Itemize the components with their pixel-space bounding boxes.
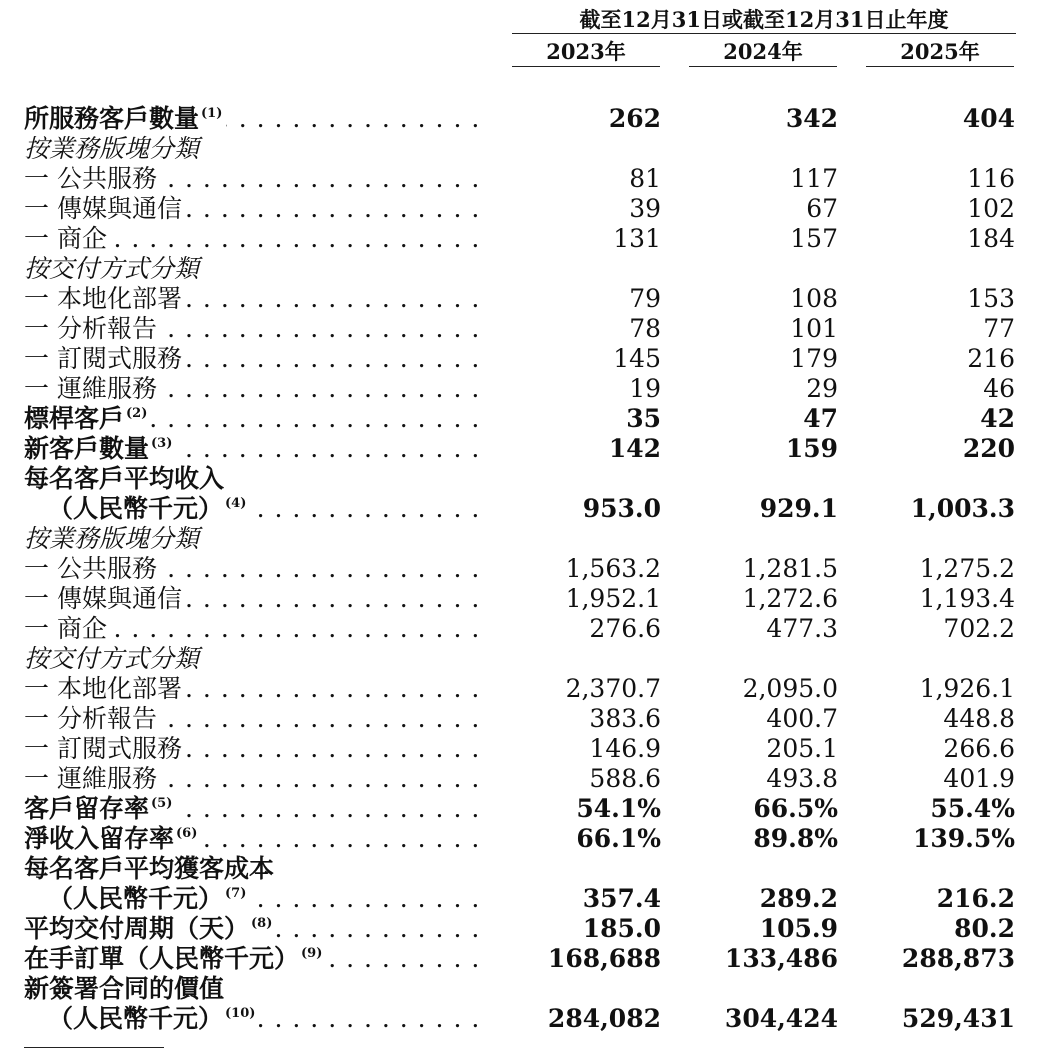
row-label-text: 一 訂閱式服務 — [24, 344, 182, 373]
footnote-marker: (1) — [201, 106, 223, 121]
row-label — [24, 794, 484, 824]
table-row — [0, 434, 1050, 464]
table-row — [0, 104, 1050, 134]
year-rule — [689, 66, 837, 67]
cell-value: 29 — [806, 374, 838, 403]
row-label-text: 按業務版塊分類 — [24, 524, 200, 553]
row-label-text: 一 傳媒與通信 — [24, 194, 182, 223]
cell-value: 79 — [629, 284, 661, 313]
row-label-text: 按交付方式分類 — [24, 254, 200, 283]
row-label — [24, 674, 484, 704]
row-label — [24, 224, 484, 254]
table-row — [0, 404, 1050, 434]
cell-value: 342 — [785, 104, 838, 133]
cell-value: 102 — [967, 194, 1015, 223]
cell-value: 157 — [790, 224, 838, 253]
row-label — [24, 344, 484, 374]
cell-value: 448.8 — [943, 704, 1015, 733]
table-row — [0, 944, 1050, 974]
row-label — [24, 884, 484, 914]
cell-value: 153 — [967, 284, 1015, 313]
footnote-marker: (7) — [225, 886, 247, 901]
cell-value: 131 — [613, 224, 661, 253]
cell-value: 220 — [962, 434, 1015, 463]
row-label-text: 新簽署合同的價值 — [24, 974, 225, 1003]
cell-value: 1,272.6 — [742, 584, 838, 613]
row-label — [24, 1004, 484, 1034]
cell-value: 105.9 — [759, 914, 838, 943]
row-label-text: 每名客戶平均獲客成本 — [24, 854, 275, 883]
row-label — [24, 314, 484, 344]
row-label — [24, 524, 484, 554]
cell-value: 304,424 — [724, 1004, 838, 1033]
cell-value: 139.5% — [912, 824, 1015, 853]
row-label-text: 新客戶數量 — [24, 434, 150, 463]
cell-value: 185.0 — [582, 914, 661, 943]
cell-value: 400.7 — [766, 704, 838, 733]
table-row — [0, 704, 1050, 734]
period-header: 截至12月31日或截至12月31日止年度 — [579, 7, 949, 32]
row-label-text: 一 運維服務 — [24, 374, 157, 403]
table-row — [0, 584, 1050, 614]
cell-value: 216.2 — [936, 884, 1015, 913]
cell-value: 1,193.4 — [919, 584, 1015, 613]
cell-value: 1,952.1 — [565, 584, 661, 613]
cell-value: 357.4 — [582, 884, 661, 913]
row-label-text: 一 商企 — [24, 224, 107, 253]
row-label-text: 一 商企 — [24, 614, 107, 643]
cell-value: 266.6 — [943, 734, 1015, 763]
cell-value: 493.8 — [766, 764, 838, 793]
table-row — [0, 314, 1050, 344]
cell-value: 54.1% — [576, 794, 661, 823]
footnote-marker: (5) — [151, 796, 173, 811]
cell-value: 1,003.3 — [910, 494, 1015, 523]
footnote-marker: (10) — [225, 1006, 256, 1021]
row-label — [24, 164, 484, 194]
row-label-text: 一 公共服務 — [24, 164, 157, 193]
cell-value: 101 — [790, 314, 838, 343]
cell-value: 55.4% — [930, 794, 1015, 823]
row-label-text: 所服務客戶數量 — [24, 104, 200, 133]
cell-value: 66.1% — [576, 824, 661, 853]
cell-value: 953.0 — [582, 494, 661, 523]
row-label-text: 按業務版塊分類 — [24, 134, 200, 163]
row-label — [24, 374, 484, 404]
cell-value: 477.3 — [766, 614, 838, 643]
table-row — [0, 1004, 1050, 1034]
row-label-text: （人民幣千元） — [48, 494, 224, 523]
cell-value: 588.6 — [589, 764, 661, 793]
cell-value: 146.9 — [589, 734, 661, 763]
row-label — [24, 404, 484, 434]
row-label — [24, 194, 484, 224]
row-label — [24, 554, 484, 584]
row-label — [24, 734, 484, 764]
cell-value: 47 — [803, 404, 838, 433]
table-row — [0, 134, 1050, 164]
row-label — [24, 584, 484, 614]
cell-value: 39 — [629, 194, 661, 223]
cell-value: 46 — [983, 374, 1015, 403]
cell-value: 19 — [629, 374, 661, 403]
row-label — [24, 434, 484, 464]
row-label-text: 一 訂閱式服務 — [24, 734, 182, 763]
table-row — [0, 884, 1050, 914]
table-row — [0, 554, 1050, 584]
table-row — [0, 824, 1050, 854]
cell-value: 142 — [608, 434, 661, 463]
cell-value: 1,563.2 — [565, 554, 661, 583]
row-label-text: 一 分析報告 — [24, 314, 157, 343]
row-label-text: 一 分析報告 — [24, 704, 157, 733]
cell-value: 289.2 — [759, 884, 838, 913]
year-rule — [512, 66, 660, 67]
row-label-text: 一 運維服務 — [24, 764, 157, 793]
row-label-text: 平均交付周期（天） — [24, 914, 250, 943]
cell-value: 383.6 — [589, 704, 661, 733]
table-row — [0, 224, 1050, 254]
table-row — [0, 764, 1050, 794]
cell-value: 179 — [790, 344, 838, 373]
table-row — [0, 854, 1050, 884]
cell-value: 42 — [980, 404, 1015, 433]
table-row — [0, 644, 1050, 674]
row-label-text: 一 傳媒與通信 — [24, 584, 182, 613]
table-row — [0, 464, 1050, 494]
cell-value: 1,926.1 — [919, 674, 1015, 703]
cell-value: 205.1 — [766, 734, 838, 763]
cell-value: 81 — [629, 164, 661, 193]
cell-value: 159 — [785, 434, 838, 463]
year-header-2023: 2023年 — [546, 39, 626, 64]
cell-value: 288,873 — [901, 944, 1015, 973]
row-label-text: 客戶留存率 — [24, 794, 150, 823]
year-header-2024: 2024年 — [723, 39, 803, 64]
cell-value: 1,281.5 — [742, 554, 838, 583]
cell-value: 216 — [967, 344, 1015, 373]
row-label — [24, 764, 484, 794]
cell-value: 529,431 — [901, 1004, 1015, 1033]
table-row — [0, 794, 1050, 824]
cell-value: 145 — [613, 344, 661, 373]
cell-value: 929.1 — [759, 494, 838, 523]
cell-value: 1,275.2 — [919, 554, 1015, 583]
row-label-text: 標桿客戶 — [24, 404, 125, 433]
cell-value: 67 — [806, 194, 838, 223]
footnote-marker: (4) — [225, 496, 247, 511]
row-label-text: 按交付方式分類 — [24, 644, 200, 673]
metrics-table — [0, 104, 1050, 1034]
footnote-marker: (2) — [126, 406, 148, 421]
table-row — [0, 284, 1050, 314]
cell-value: 2,370.7 — [565, 674, 661, 703]
cell-value: 78 — [629, 314, 661, 343]
table-row — [0, 254, 1050, 284]
footnote-marker: (9) — [301, 946, 323, 961]
table-row — [0, 344, 1050, 374]
cell-value: 117 — [790, 164, 838, 193]
cell-value: 133,486 — [724, 944, 838, 973]
cell-value: 77 — [983, 314, 1015, 343]
cell-value: 284,082 — [547, 1004, 661, 1033]
cell-value: 116 — [967, 164, 1015, 193]
year-rule — [866, 66, 1014, 67]
table-row — [0, 614, 1050, 644]
footnote-marker: (8) — [251, 916, 273, 931]
row-label-text: 一 本地化部署 — [24, 674, 182, 703]
row-label — [24, 854, 484, 884]
cell-value: 702.2 — [943, 614, 1015, 643]
row-label-text: 每名客戶平均收入 — [24, 464, 225, 493]
row-label-text: 在手訂單（人民幣千元） — [24, 944, 300, 973]
table-row — [0, 974, 1050, 1004]
row-label-text: （人民幣千元） — [48, 1004, 224, 1033]
row-label — [24, 134, 484, 164]
year-header-2025: 2025年 — [900, 39, 980, 64]
row-label — [24, 914, 484, 944]
table-row — [0, 734, 1050, 764]
header-rule — [512, 33, 1016, 34]
footnote-rule — [24, 1047, 164, 1048]
cell-value: 184 — [967, 224, 1015, 253]
cell-value: 2,095.0 — [742, 674, 838, 703]
row-label-text: 一 本地化部署 — [24, 284, 182, 313]
row-label-text: （人民幣千元） — [48, 884, 224, 913]
cell-value: 404 — [962, 104, 1015, 133]
row-label-text: 淨收入留存率 — [24, 824, 175, 853]
row-label — [24, 494, 484, 524]
cell-value: 108 — [790, 284, 838, 313]
row-label — [24, 974, 484, 1004]
row-label — [24, 104, 484, 134]
row-label — [24, 944, 484, 974]
row-label — [24, 284, 484, 314]
row-label — [24, 254, 484, 284]
row-label — [24, 614, 484, 644]
cell-value: 168,688 — [547, 944, 661, 973]
table-row — [0, 524, 1050, 554]
table-row — [0, 674, 1050, 704]
table-row — [0, 164, 1050, 194]
cell-value: 262 — [608, 104, 661, 133]
row-label-text: 一 公共服務 — [24, 554, 157, 583]
table-row — [0, 194, 1050, 224]
footnote-marker: (6) — [176, 826, 198, 841]
row-label — [24, 644, 484, 674]
cell-value: 80.2 — [954, 914, 1015, 943]
table-row — [0, 494, 1050, 524]
row-label — [24, 464, 484, 494]
cell-value: 276.6 — [589, 614, 661, 643]
cell-value: 35 — [626, 404, 661, 433]
table-row — [0, 914, 1050, 944]
cell-value: 66.5% — [753, 794, 838, 823]
row-label — [24, 704, 484, 734]
row-label — [24, 824, 484, 854]
cell-value: 89.8% — [753, 824, 838, 853]
cell-value: 401.9 — [943, 764, 1015, 793]
footnote-marker: (3) — [151, 436, 173, 451]
table-row — [0, 374, 1050, 404]
